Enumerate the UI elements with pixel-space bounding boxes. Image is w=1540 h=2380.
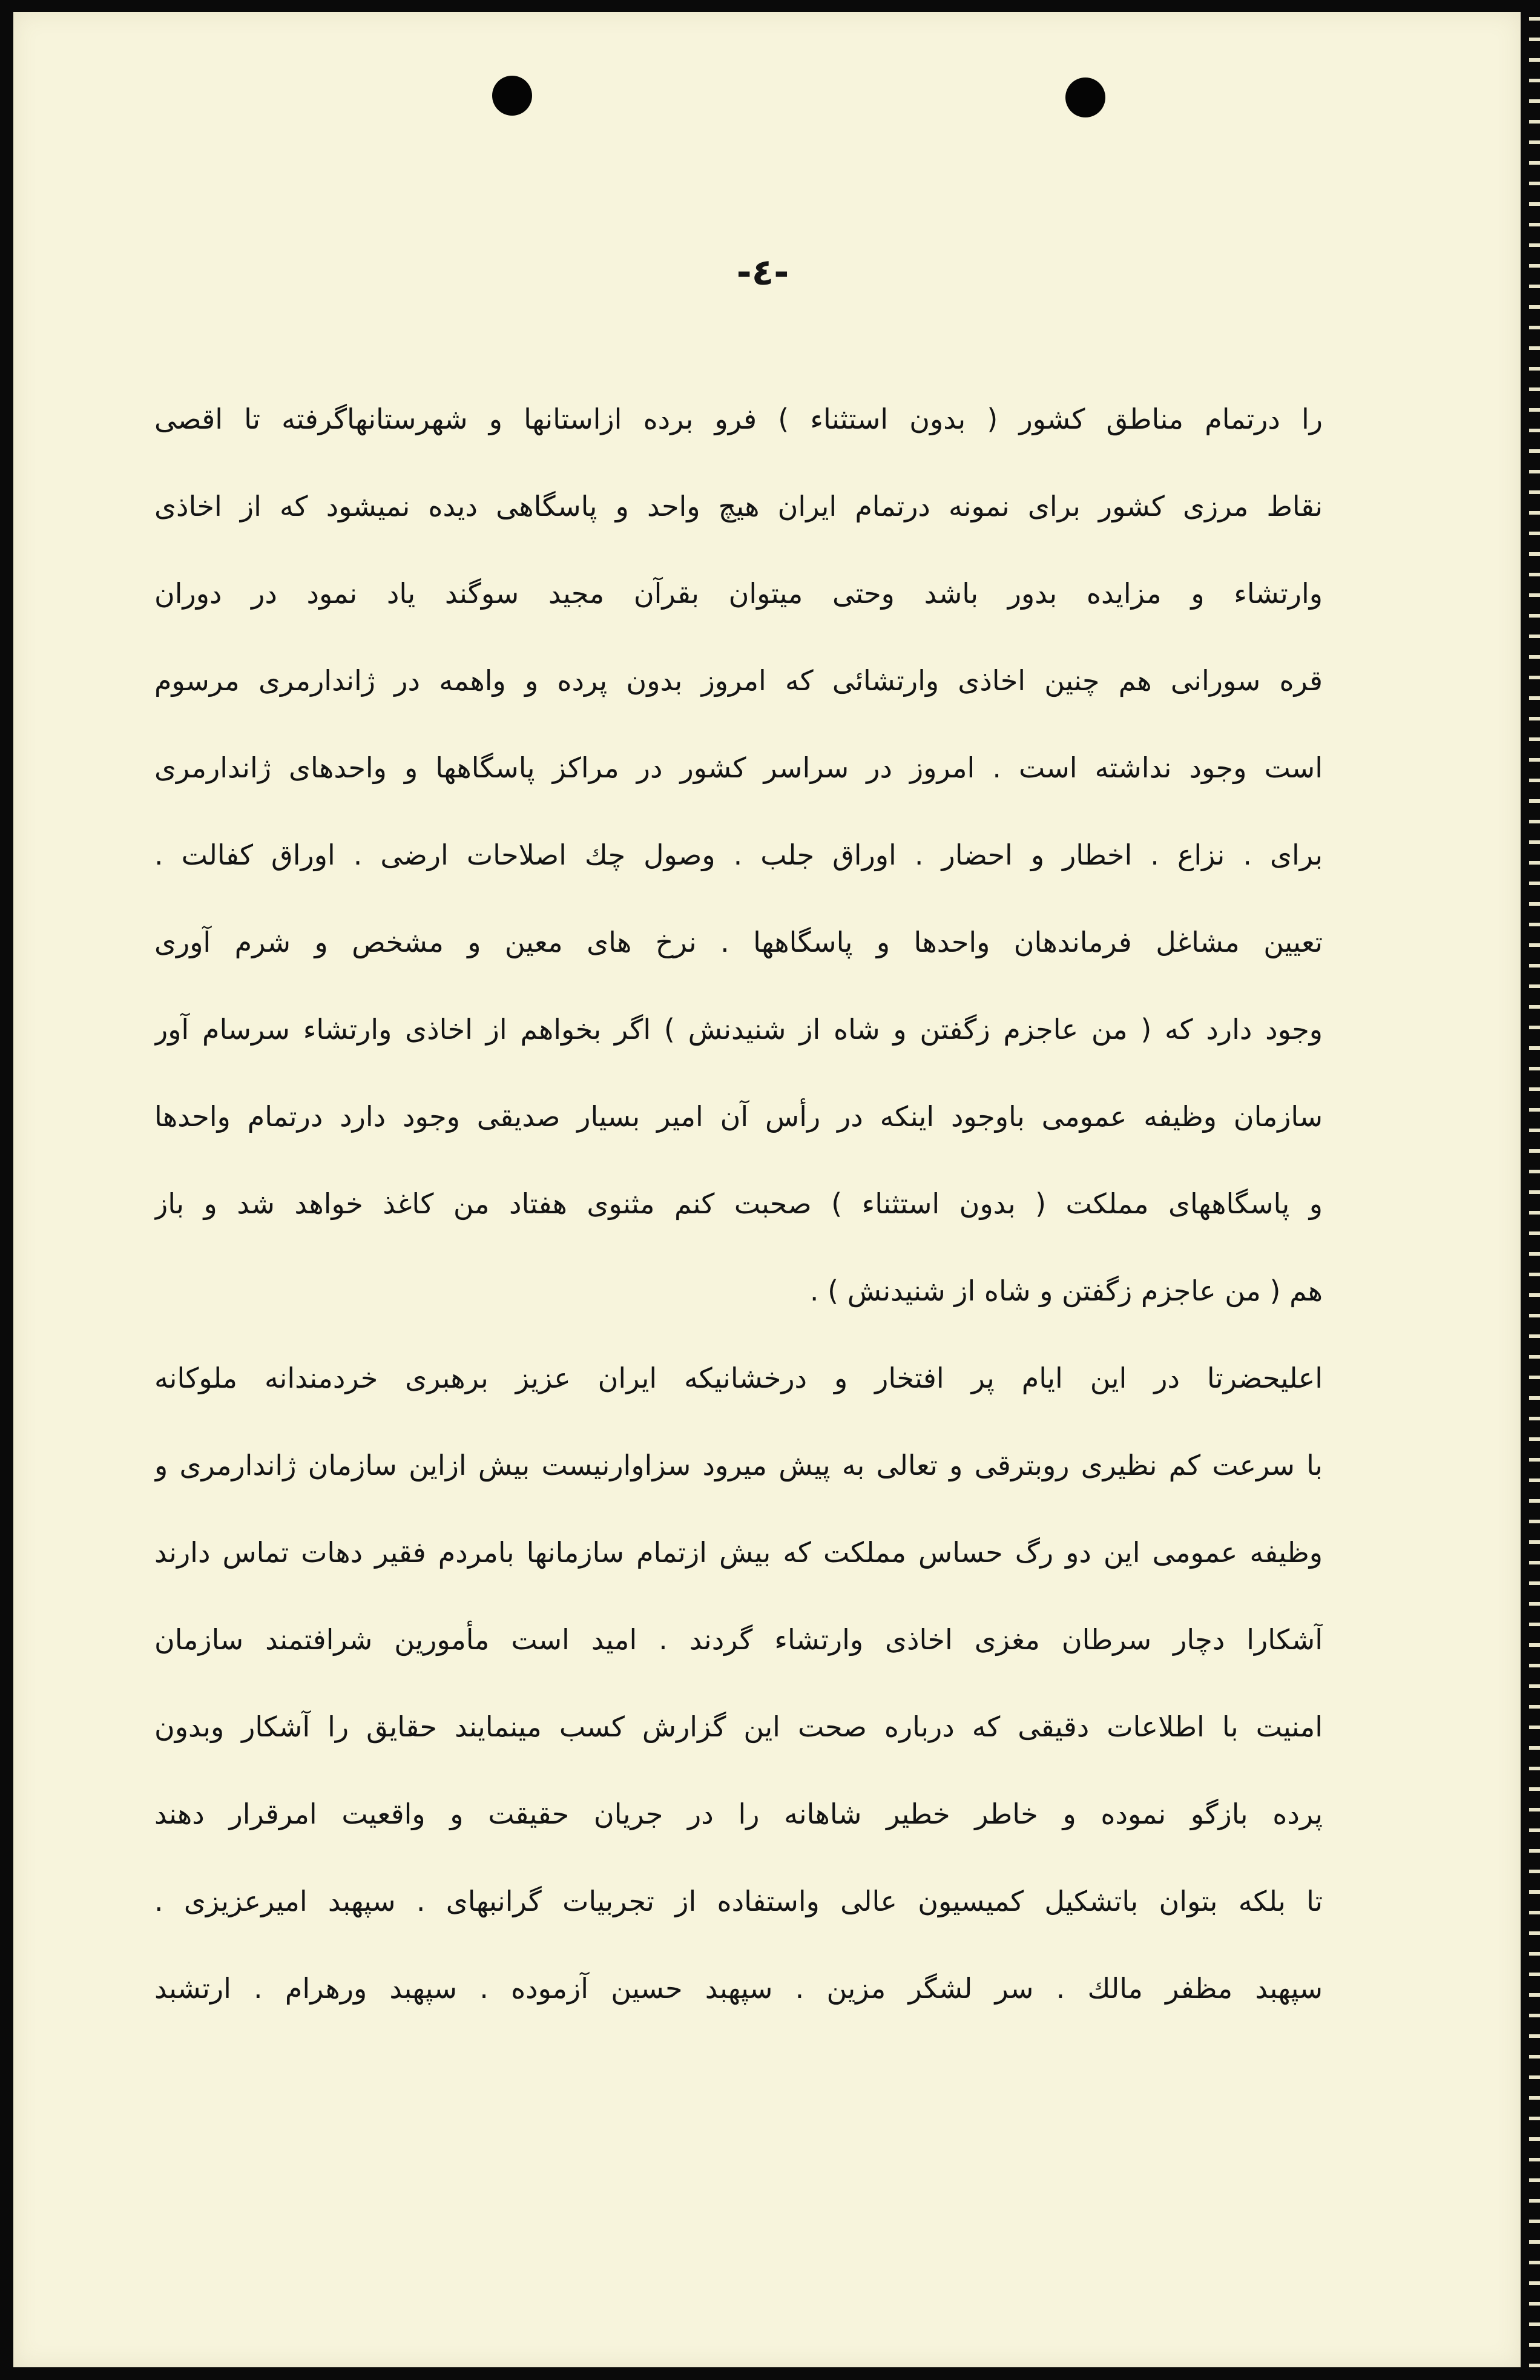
punch-hole-left [492, 76, 532, 116]
text-line: و پاسگاههای مملکت ( بدون استثناء ) صحبت کنم مثنوی هفتاد من کاغذ خواهد شد و باز [154, 1187, 1323, 1220]
text-line: پرده بازگو نموده و خاطر خطیر شاهانه را در جریان حقیقت و واقعیت امرقرار دهند [154, 1798, 1323, 1830]
page-number: -٤- [736, 251, 789, 294]
text-line: است وجود نداشته است . امروز در سراسر کشور در مراکز پاسگاهها و واحدهای ژاندارمری [154, 751, 1323, 784]
document-body [154, 375, 1323, 2032]
text-line: وظیفه عمومی این دو رگ حساس مملکت که بیش ازتمام سازمانها بامردم فقیر دهات تماس دارند [154, 1536, 1323, 1569]
text-line: وارتشاء و مزایده بدور باشد وحتی میتوان بقرآن مجید سوگند یاد نمود در دوران [154, 577, 1323, 610]
text-line: آشکارا دچار سرطان مغزی اخاذی وارتشاء گردند . امید است مأمورین شرافتمند سازمان [154, 1623, 1323, 1656]
scan-edge [1529, 0, 1540, 2380]
text-line: سازمان وظیفه عمومی باوجود اینکه در رأس آن امیر بسیار صدیقی وجود دارد درتمام واحدها [154, 1100, 1323, 1133]
text-line: سپهبد مظفر مالك . سر لشگر مزین . سپهبد حسین آزموده . سپهبد ورهرام . ارتشبد [154, 1972, 1323, 2005]
text-line: با سرعت کم نظیری روبترقی و تعالی به پیش میرود سزاوارنیست بیش ازاین سازمان ژاندارمری و [154, 1449, 1323, 1482]
text-line: وجود دارد که ( من عاجزم زگفتن و شاه از شنیدنش ) اگر بخواهم از اخاذی وارتشاء سرسام آور [154, 1013, 1323, 1046]
text-line: تا بلکه بتوان باتشکیل کمیسیون عالی واستفاده از تجربیات گرانبهای . سپهبد امیرعزیزی . [154, 1885, 1323, 1917]
text-line: را درتمام مناطق کشور ( بدون استثناء ) فرو برده ازاستانها و شهرستانهاگرفته تا اقصی [154, 403, 1323, 435]
text-line: هم ( من عاجزم زگفتن و شاه از شنیدنش ) . [809, 1274, 1323, 1307]
punch-hole-right [1065, 77, 1105, 117]
text-line: تعیین مشاغل فرماندهان واحدها و پاسگاهها . نرخ های معین و مشخص و شرم آوری [154, 926, 1323, 958]
text-line: برای . نزاع . اخطار و احضار . اوراق جلب . وصول چك اصلاحات ارضی . اوراق کفالت . [154, 839, 1323, 871]
text-line: نقاط مرزی کشور برای نمونه درتمام ایران هیچ واحد و پاسگاهی دیده نمیشود که از اخاذی [154, 490, 1323, 522]
text-line: قره سورانی هم چنین اخاذی وارتشائی که امروز بدون پرده و واهمه در ژاندارمری مرسوم [154, 664, 1323, 697]
text-line: اعلیحضرتا در این ایام پر افتخار و درخشانیکه ایران عزیز برهبری خردمندانه ملوکانه [154, 1362, 1323, 1394]
text-line: امنیت با اطلاعات دقیقی که درباره صحت این گزارش کسب مینمایند حقایق را آشکار وبدون [154, 1710, 1323, 1743]
